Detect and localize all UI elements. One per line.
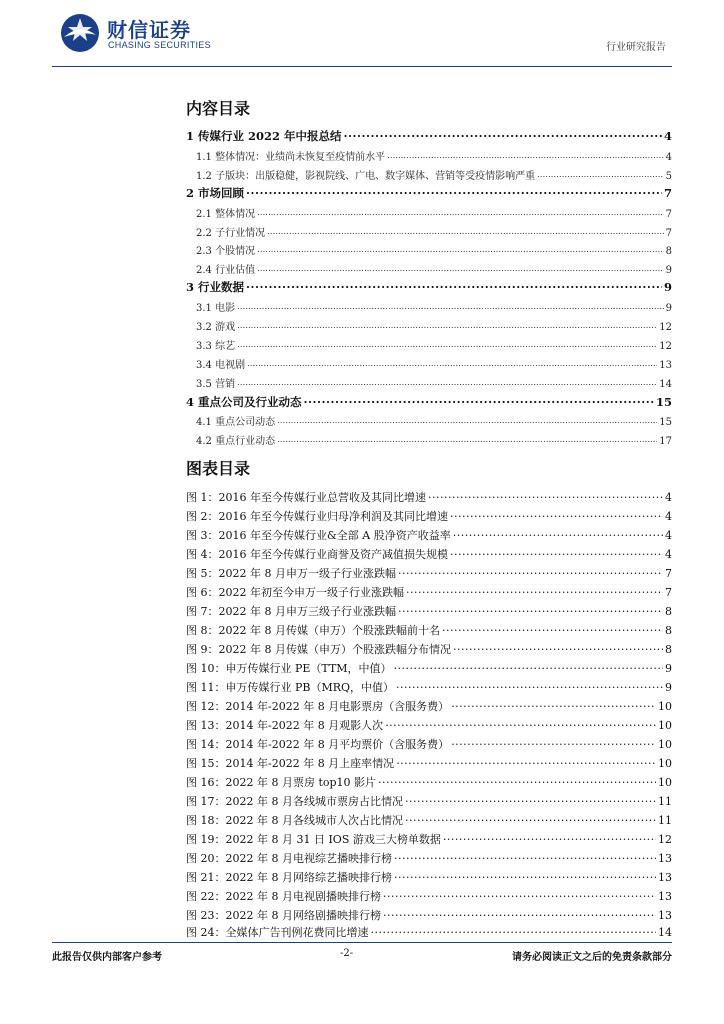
- figure-entry[interactable]: 图 9：2022 年 8 月传媒（申万）个股涨跌幅分布情况 ..... 8: [186, 641, 672, 657]
- company-name-en: CHASING SECURITIES: [108, 40, 211, 50]
- toc-entry[interactable]: 3.1 电影 ..... 9: [196, 299, 672, 314]
- toc-entry[interactable]: 1.2 子版块：出版稳健，影视院线、广电、数字媒体、营销等受疫情影响严重 ..... 5: [196, 167, 672, 182]
- toc-entry[interactable]: 1.1 整体情况：业绩尚未恢复至疫情前水平 ..... 4: [196, 148, 672, 163]
- page-number: -2-: [340, 948, 354, 959]
- figure-entry[interactable]: 图 19：2022 年 8 月 31 日 IOS 游戏三大榜单数据 ..... 12: [186, 831, 672, 847]
- footer-disclaimer-right: 请务必阅读正文之后的免责条款部分: [512, 952, 672, 963]
- figure-entry[interactable]: 图 11：申万传媒行业 PB（MRQ，中值） ..... 9: [186, 679, 672, 695]
- figure-entry[interactable]: 图 15：2014 年-2022 年 8 月上座率情况 ..... 10: [186, 755, 672, 771]
- figure-entry[interactable]: 图 4：2016 年至今传媒行业商誉及资产减值损失规模 ..... 4: [186, 546, 672, 562]
- toc-entry[interactable]: 3.5 营销 ..... 14: [196, 375, 672, 390]
- toc-entry[interactable]: 3 行业数据 ..... 9: [186, 279, 672, 295]
- figure-entry[interactable]: 图 14：2014 年-2022 年 8 月平均票价（含服务费） ..... 10: [186, 736, 672, 752]
- footer-divider: [52, 942, 672, 943]
- toc-entry[interactable]: 4.2 重点行业动态 ..... 17: [196, 432, 672, 447]
- toc-entry[interactable]: 2.1 整体情况 ..... 7: [196, 205, 672, 220]
- toc-entry[interactable]: 2 市场回顾 ..... 7: [186, 185, 672, 201]
- figure-entry[interactable]: 图 7：2022 年 8 月申万三级子行业涨跌幅 ..... 8: [186, 603, 672, 619]
- figure-entry[interactable]: 图 18：2022 年 8 月各线城市人次占比情况 ..... 11: [186, 812, 672, 828]
- company-logo-icon: [60, 13, 100, 53]
- figure-entry[interactable]: 图 20：2022 年 8 月电视综艺播映排行榜 ..... 13: [186, 850, 672, 866]
- toc-entry[interactable]: 1 传媒行业 2022 年中报总结 ..... 4: [186, 128, 672, 144]
- toc-entry[interactable]: 3.3 综艺 ..... 12: [196, 337, 672, 352]
- footer-disclaimer-left: 此报告仅供内部客户参考: [52, 952, 162, 963]
- figure-entry[interactable]: 图 5：2022 年 8 月申万一级子行业涨跌幅 ..... 7: [186, 565, 672, 581]
- toc-entry[interactable]: 2.2 子行业情况 ..... 7: [196, 224, 672, 239]
- figure-entry[interactable]: 图 17：2022 年 8 月各线城市票房占比情况 ..... 11: [186, 793, 672, 809]
- toc-entry[interactable]: 2.3 个股情况 ..... 8: [196, 242, 672, 257]
- toc-entry[interactable]: 3.4 电视剧 ..... 13: [196, 356, 672, 371]
- figure-entry[interactable]: 图 24：全媒体广告刊例花费同比增速 ..... 14: [186, 924, 672, 940]
- figure-entry[interactable]: 图 10：申万传媒行业 PE（TTM，中值） ..... 9: [186, 660, 672, 676]
- figure-entry[interactable]: 图 1：2016 年至今传媒行业总营收及其同比增速 ..... 4: [186, 489, 672, 505]
- header-divider: [52, 66, 672, 67]
- figure-entry[interactable]: 图 3：2016 年至今传媒行业&全部 A 股净资产收益率 ..... 4: [186, 527, 672, 543]
- toc-entry[interactable]: 4.1 重点公司动态 ..... 15: [196, 413, 672, 428]
- report-type: 行业研究报告: [606, 42, 666, 53]
- company-name-cn: 财信证券: [107, 18, 191, 42]
- figures-title: 图表目录: [186, 459, 251, 478]
- toc-entry[interactable]: 4 重点公司及行业动态 ..... 15: [186, 394, 672, 410]
- figure-entry[interactable]: 图 16：2022 年 8 月票房 top10 影片 ..... 10: [186, 774, 672, 790]
- figure-entry[interactable]: 图 2：2016 年至今传媒行业归母净利润及其同比增速 ..... 4: [186, 508, 672, 524]
- figure-entry[interactable]: 图 13：2014 年-2022 年 8 月观影人次 ..... 10: [186, 717, 672, 733]
- toc-entry[interactable]: 3.2 游戏 ..... 12: [196, 318, 672, 333]
- page-header: [0, 0, 724, 70]
- figure-entry[interactable]: 图 23：2022 年 8 月网络剧播映排行榜 ..... 13: [186, 907, 672, 923]
- figure-entry[interactable]: 图 8：2022 年 8 月传媒（申万）个股涨跌幅前十名 ..... 8: [186, 622, 672, 638]
- toc-entry[interactable]: 2.4 行业估值 ..... 9: [196, 261, 672, 276]
- toc-title: 内容目录: [186, 99, 251, 118]
- figure-entry[interactable]: 图 6：2022 年初至今申万一级子行业涨跌幅 ..... 7: [186, 584, 672, 600]
- figure-entry[interactable]: 图 22：2022 年 8 月电视剧播映排行榜 ..... 13: [186, 888, 672, 904]
- figure-entry[interactable]: 图 21：2022 年 8 月网络综艺播映排行榜 ..... 13: [186, 869, 672, 885]
- figure-entry[interactable]: 图 12：2014 年-2022 年 8 月电影票房（含服务费） ..... 10: [186, 698, 672, 714]
